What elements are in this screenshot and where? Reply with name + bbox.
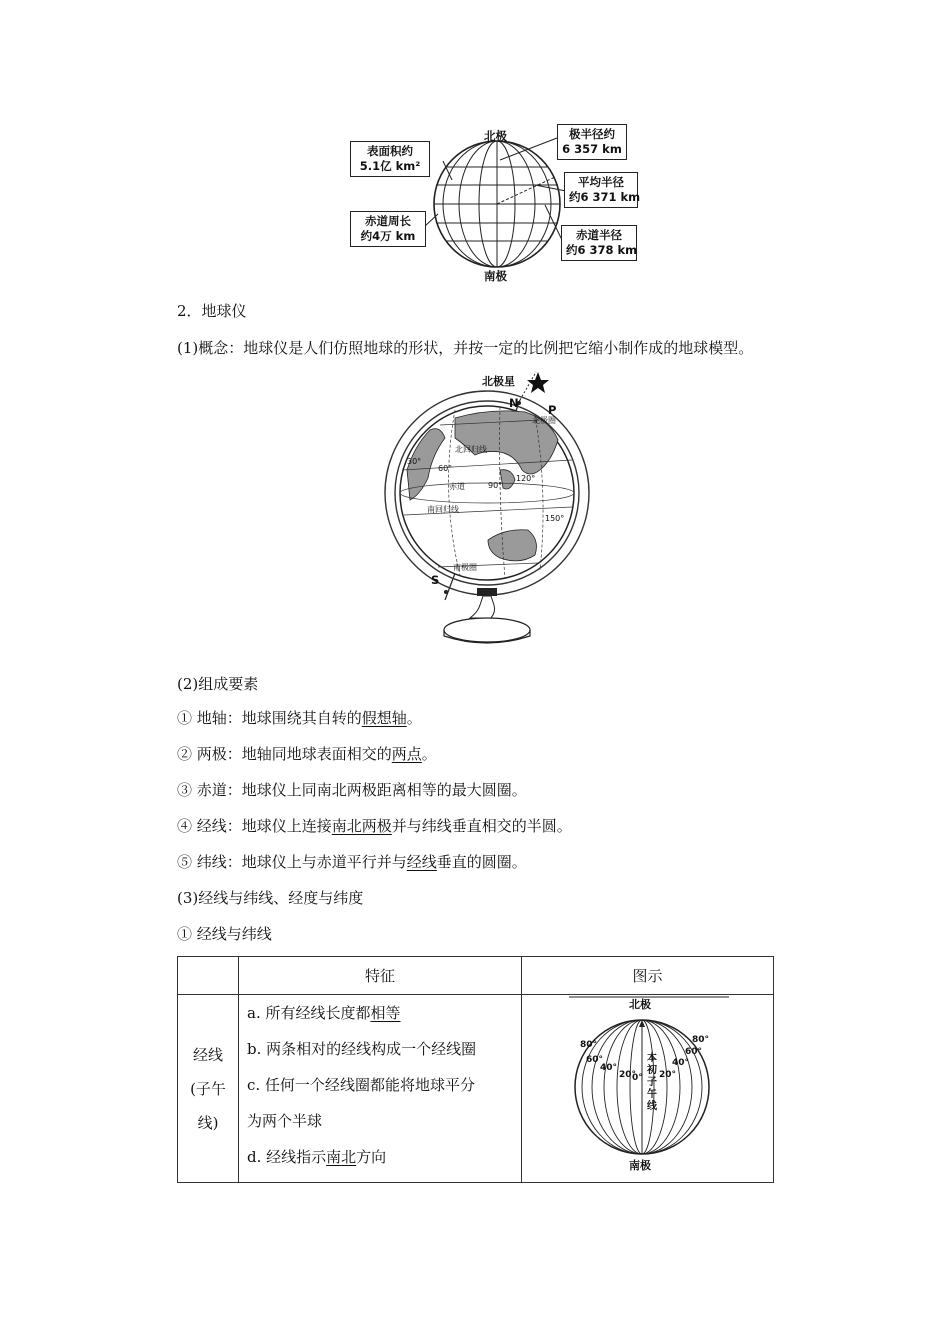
table-corner-cell (178, 957, 239, 995)
components-title: (2)组成要素 (177, 675, 259, 693)
meridian-table (177, 956, 774, 1183)
deg20-right-label: 20° (659, 1070, 677, 1080)
row-label-meridian: 经线 (子午 线) (178, 995, 239, 1183)
list-item: ② 两极：地轴同地球表面相交的两点。 (177, 745, 437, 763)
feature-d: d. 经线指示南北方向 (247, 1148, 387, 1166)
list-item: ⑤ 纬线：地球仪上与赤道平行并与经线垂直的圆圈。 (177, 853, 527, 871)
deg40-left-label: 40° (600, 1063, 618, 1073)
equator-label: 赤道 (449, 482, 465, 491)
deg30-label: 30° (407, 457, 422, 466)
list-item: ④ 经线：地球仪上连接南北两极并与纬线垂直相交的半圆。 (177, 817, 572, 835)
feature-c-line1: c. 任何一个经线圈都能将地球平分 (247, 1076, 475, 1094)
p-label: P (548, 403, 557, 417)
polaris-label: 北极星 (482, 375, 515, 388)
north-pole-label: 北极 (484, 129, 507, 143)
equator-radius-line1: 赤道半径 (576, 228, 622, 242)
s-label: S (431, 573, 440, 587)
deg120-label: 120° (516, 474, 536, 483)
surface-area-line2: 5.1亿 km² (359, 159, 421, 173)
equator-radius-line2: 约6 378 km (566, 243, 638, 257)
list-item: ① 地轴：地球围绕其自转的假想轴。 (177, 709, 422, 727)
deg80-right-label: 80° (692, 1035, 710, 1045)
subsection-1-title: ① 经线与纬线 (177, 925, 272, 943)
south-polar-circle-label: 南极圈 (453, 563, 477, 572)
list-item: ③ 赤道：地球仪上同南北两极距离相等的最大圆圈。 (177, 781, 527, 799)
north-polar-circle-label: 北极圈 (532, 416, 556, 425)
concept-paragraph: (1)概念：地球仪是人们仿照地球的形状，并按一定的比例把它缩小制作成的地球模型。 (177, 339, 754, 357)
equator-length-line2: 约4万 km (360, 229, 416, 243)
section-2-title: 2．地球仪 (177, 302, 247, 320)
deg80-left-label: 80° (580, 1040, 598, 1050)
deg40-right-label: 40° (672, 1058, 690, 1068)
mean-radius-line1: 平均半径 (578, 175, 624, 189)
prime-meridian-label: 本初子午线 (647, 1053, 657, 1112)
deg150-label: 150° (545, 514, 565, 523)
fig-south-label: 南极 (629, 1159, 651, 1172)
figure-cell (522, 995, 774, 1183)
deg60-right-label: 60° (685, 1047, 703, 1057)
feature-a: a. 所有经线长度都相等 (247, 1004, 401, 1022)
section-3-title: (3)经线与纬线、经度与纬度 (177, 889, 364, 907)
deg60-label: 60° (438, 464, 453, 473)
feature-b: b. 两条相对的经线构成一个经线圈 (247, 1040, 477, 1058)
deg90-label: 90° (488, 481, 503, 490)
deg60-left-label: 60° (586, 1055, 604, 1065)
surface-area-line1: 表面积约 (367, 144, 413, 158)
polar-radius-line1: 极半径约 (569, 127, 615, 141)
feature-c-line2: 为两个半球 (247, 1112, 323, 1130)
tropic-cancer-label: 北回归线 (455, 445, 487, 454)
components-list (177, 700, 572, 952)
mean-radius-line2: 约6 371 km (569, 190, 641, 204)
deg0-label: 0° (632, 1073, 643, 1083)
n-label: N (509, 396, 519, 410)
feature-cell (239, 995, 522, 1183)
globe-diagram (0, 0, 950, 660)
south-pole-label: 南极 (484, 269, 507, 283)
header-figure: 图示 (522, 957, 774, 995)
tropic-capricorn-label: 南回归线 (427, 505, 459, 514)
deg20-left-label: 20° (619, 1070, 637, 1080)
equator-length-line1: 赤道周长 (365, 214, 411, 228)
fig-north-label: 北极 (629, 998, 651, 1011)
polar-radius-line2: 6 357 km (562, 142, 622, 156)
header-feature: 特征 (239, 957, 522, 995)
